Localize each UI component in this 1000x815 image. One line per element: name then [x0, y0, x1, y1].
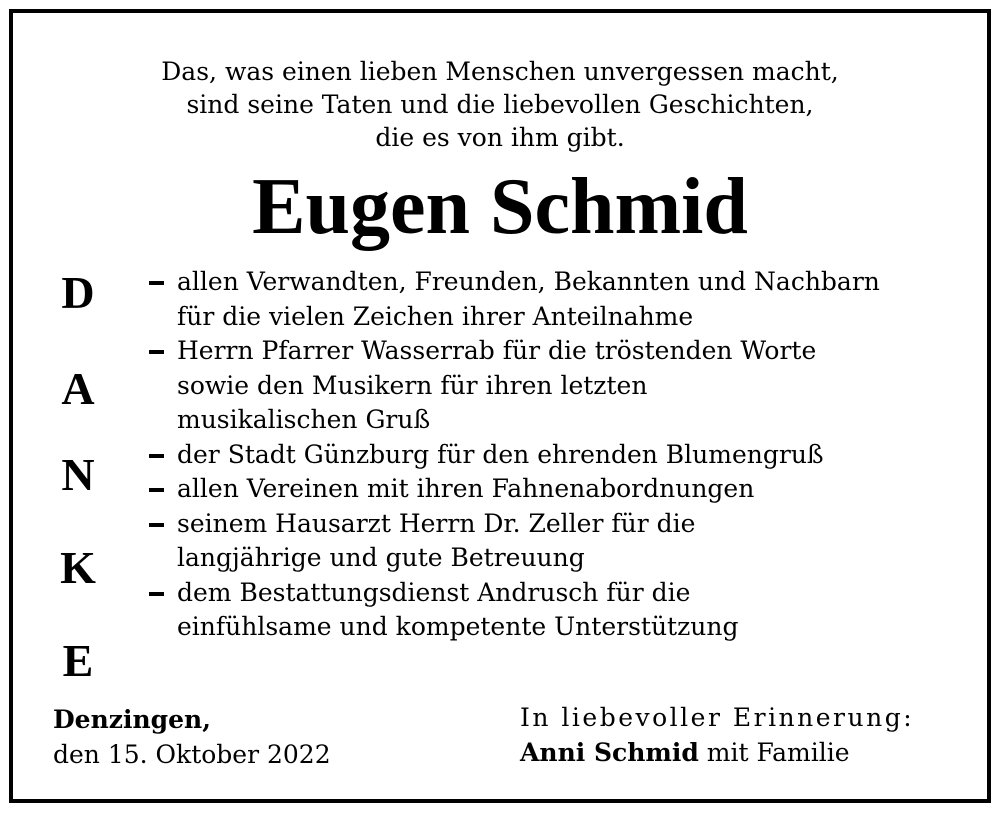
- thanks-item: [147, 265, 967, 334]
- dash-marker: [149, 523, 164, 527]
- thanks-list: [147, 265, 967, 645]
- thanks-line: seinem Hausarzt Herrn Dr. Zeller für die: [177, 508, 696, 538]
- thanks-line: allen Vereinen mit ihren Fahnenabordnungen: [177, 474, 755, 503]
- dash-marker: [149, 592, 164, 596]
- thanks-line: einfühlsame und kompetente Unterstützung: [177, 612, 739, 641]
- thanks-item: [147, 472, 967, 507]
- danke-letter: A: [61, 363, 95, 414]
- place: Denzingen,: [53, 705, 211, 734]
- signer-suffix: mit Familie: [698, 738, 850, 767]
- danke-letter: N: [61, 449, 95, 500]
- signer-line: [520, 735, 914, 770]
- memorial-quote: [0, 55, 1000, 154]
- dash-marker: [149, 350, 164, 354]
- quote-line: Das, was einen lieben Menschen unvergessen macht,: [161, 57, 839, 86]
- danke-letter: K: [60, 542, 96, 593]
- thanks-item: [147, 576, 967, 645]
- thanks-item: [147, 507, 967, 576]
- danke-letter: E: [62, 635, 94, 686]
- place-date-block: [53, 702, 331, 772]
- thanks-line: für die vielen Zeichen ihrer Anteilnahme: [177, 301, 694, 331]
- date: den 15. Oktober 2022: [53, 740, 331, 769]
- thanks-line: dem Bestattungsdienst Andrusch für die: [177, 577, 691, 607]
- deceased-name: Eugen Schmid: [252, 163, 748, 251]
- thanks-item: [147, 334, 967, 438]
- thanks-line: sowie den Musikern für ihren letzten: [177, 370, 648, 400]
- signer-name: Anni Schmid: [520, 738, 699, 767]
- remembrance-line: In liebevoller Erinnerung:: [520, 703, 915, 732]
- thanks-line: Herrn Pfarrer Wasserrab für die tröstenden Worte: [177, 336, 817, 365]
- dash-marker: [149, 488, 164, 492]
- dash-marker: [149, 454, 164, 458]
- thanks-line: musikalischen Gruß: [177, 405, 431, 434]
- signature-block: [520, 700, 914, 770]
- danke-letter: D: [61, 267, 95, 318]
- dash-marker: [149, 281, 164, 285]
- thanks-item: [147, 438, 967, 473]
- thanks-line: allen Verwandten, Freunden, Bekannten und Nachbarn: [177, 267, 880, 296]
- quote-line: die es von ihm gibt.: [375, 123, 625, 152]
- thanks-line: der Stadt Günzburg für den ehrenden Blumengruß: [177, 439, 824, 469]
- quote-line: sind seine Taten und die liebevollen Geschichten,: [186, 90, 814, 119]
- thanks-line: langjährige und gute Betreuung: [177, 543, 585, 572]
